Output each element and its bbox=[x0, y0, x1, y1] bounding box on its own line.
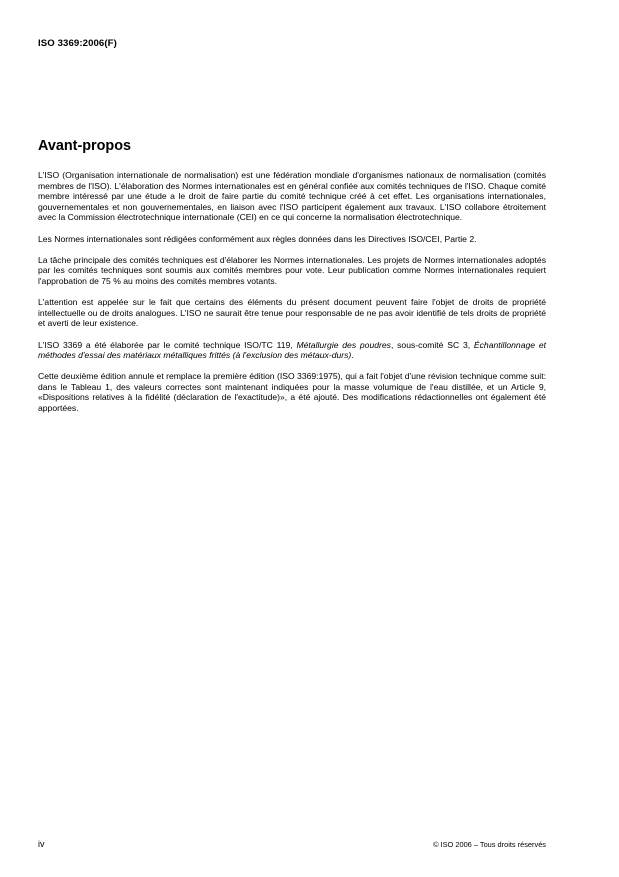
paragraph-committee-reference bbox=[38, 340, 546, 361]
committee-text-3: . bbox=[351, 350, 354, 361]
subcommittee-title: Échantillonnage et méthodes d'essai des matériaux métalliques frittés (à l'exclusion des métaux-durs) bbox=[38, 339, 546, 361]
committee-text-2: , sous-comité SC 3, bbox=[390, 339, 474, 350]
page-number: iv bbox=[38, 839, 45, 849]
document-body bbox=[38, 170, 546, 424]
committee-title: Métallurgie des poudres bbox=[296, 339, 391, 350]
paragraph-iso-organisation: L'ISO (Organisation internationale de normalisation) est une fédération mondiale d'organismes nationaux de normalisation (comités membres de l'ISO). L'élaboration des Normes internationales est en général confiée aux comités techniques de l'ISO. Chaque comité membre intéressé par une étude a le droit de faire partie du comité technique créé à cet effet. Les organisations internationales, gouvernementales et non gouvernementales, en liaison avec l'ISO participent également aux travaux. L'ISO collabore étroitement avec la Commission électrotechnique internationale (CEI) en ce qui concerne la normalisation électrotechnique. bbox=[38, 170, 546, 223]
section-title: Avant-propos bbox=[38, 138, 132, 154]
paragraph-edition-revision: Cette deuxième édition annule et remplace la première édition (ISO 3369:1975), qui a fait l'objet d'une révision technique comme suit: dans le Tableau 1, des valeurs correctes sont maintenant indiquées pour la masse volumique de l'eau distillée, et un Article 9, «Dispositions relatives à la fidélité (déclaration de l'exactitude)», a été ajouté. Des modifications rédactionnelles ont également été apportées. bbox=[38, 371, 546, 414]
paragraph-technical-committees: La tâche principale des comités techniques est d'élaborer les Normes internationales. Les projets de Normes internationales adoptés par les comités techniques sont soumis aux comités membres pour vote. Leur publication comme Normes internationales requiert l'approbation de 75 % au moins des comités membres votants. bbox=[38, 254, 546, 286]
document-id: ISO 3369:2006(F) bbox=[38, 38, 117, 49]
committee-text-1: L'ISO 3369 a été élaborée par le comité technique ISO/TC 119, bbox=[38, 339, 297, 350]
paragraph-directives: Les Normes internationales sont rédigées conformément aux règles données dans les Directives ISO/CEI, Partie 2. bbox=[38, 233, 477, 244]
copyright-notice: © ISO 2006 – Tous droits réservés bbox=[433, 840, 546, 849]
paragraph-patent-rights: L'attention est appelée sur le fait que certains des éléments du présent document peuvent faire l'objet de droits de propriété intellectuelle ou de droits analogues. L'ISO ne saurait être tenue pour responsable de ne pas avoir identifié de tels droits de propriété et averti de leur existence. bbox=[38, 297, 546, 329]
